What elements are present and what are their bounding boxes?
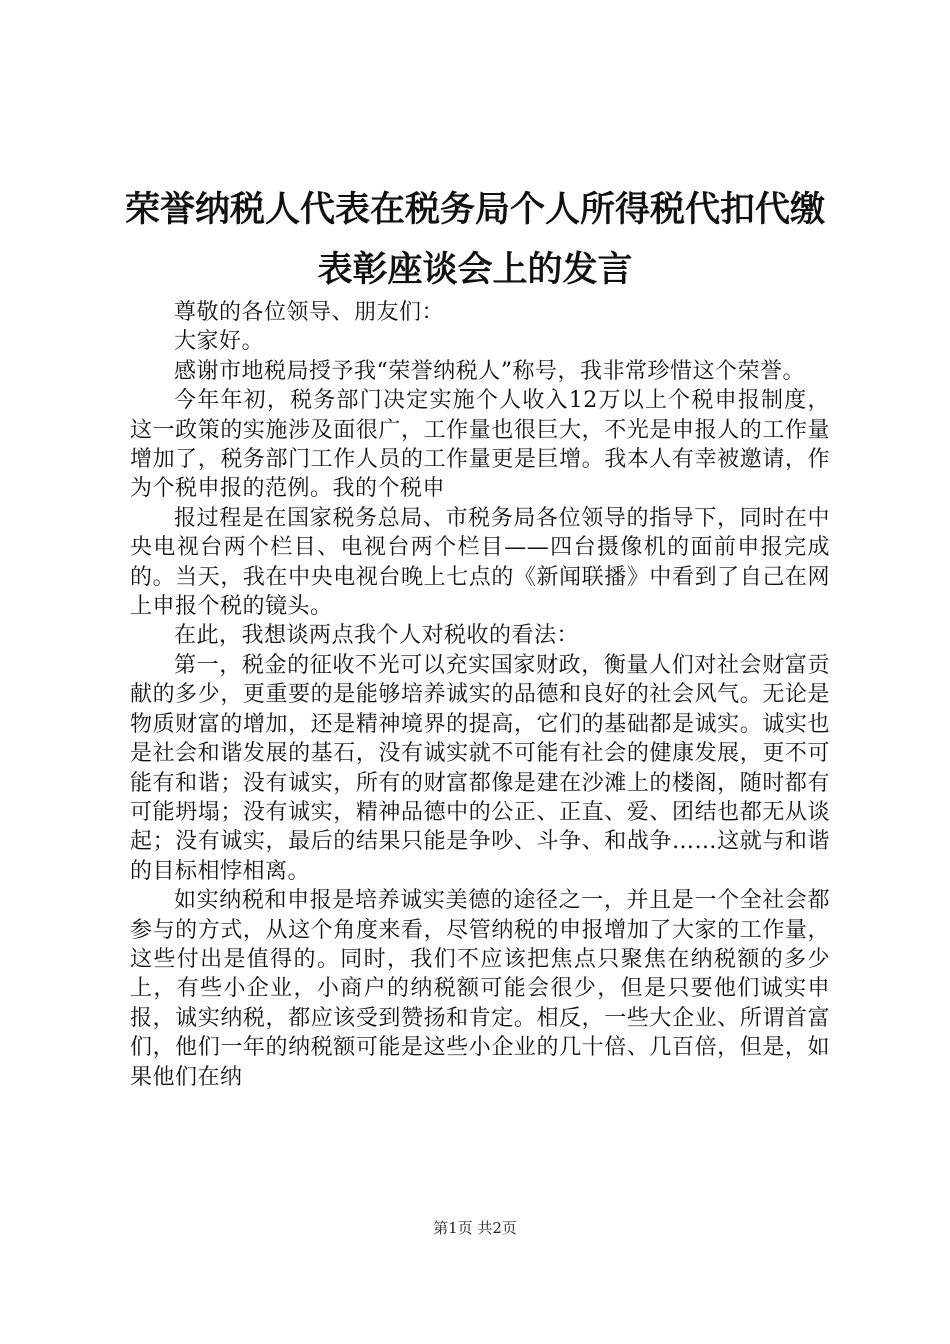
paragraph-policy: 今年年初，税务部门决定实施个人收入12万以上个税申报制度，这一政策的实施涉及面很广，工作量也很巨大，不光是申报人的工作量增加了，税务部门工作人员的工作量更是巨增。我本人有幸被邀请，作为个税申报的范例。我的个税申 (130, 388, 830, 502)
document-title-line-2: 表彰座谈会上的发言 (317, 250, 633, 290)
paragraph-greeting: 大家好。 (174, 329, 265, 355)
paragraph-point-one: 第一，税金的征收不光可以充实国家财政，衡量人们对社会财富贡献的多少，更重要的是能够培养诚实的品德和良好的社会风气。无论是物质财富的增加，还是精神境界的提高，它们的基础都是诚实。诚实也是社会和谐发展的基石，没有诚实就不可能有社会的健康发展，更不可能有和谐；没有诚实，所有的财富都像是建在沙滩上的楼阁，随时都有可能坍塌；没有诚实，精神品德中的公正、正直、爱、团结也都无从谈起；没有诚实，最后的结果只能是争吵、斗争、和战争……这就与和谐的目标相悖相离。 (130, 652, 830, 884)
paragraph-honest-tax: 如实纳税和申报是培养诚实美德的途径之一，并且是一个全社会都参与的方式，从这个角度来看，尽管纳税的申报增加了大家的工作量，这些付出是值得的。同时，我们不应该把焦点只聚焦在纳税额的多少上，有些小企业，小商户的纳税额可能会很少，但是只要他们诚实申报，诚实纳税，都应该受到赞扬和肯定。相反，一些大企业、所谓首富们，他们一年的纳税额可能是这些小企业的几十倍、几百倍，但是，如果他们在纳 (130, 888, 830, 1090)
paragraph-thanks: 感谢市地税局授予我“荣誉纳税人”称号，我非常珍惜这个荣誉。 (174, 358, 805, 384)
paragraph-views-intro: 在此，我想谈两点我个人对税收的看法： (174, 623, 580, 649)
paragraph-declaration-process: 报过程是在国家税务总局、市税务局各位领导的指导下，同时在中央电视台两个栏目、电视台两个栏目——四台摄像机的面前申报完成的。当天，我在中央电视台晚上七点的《新闻联播》中看到了自己在网上申报个税的镜头。 (130, 505, 830, 620)
document-title-line-1: 荣誉纳税人代表在税务局个人所得税代扣代缴 (124, 190, 825, 230)
paragraph-salutation: 尊敬的各位领导、朋友们： (174, 300, 445, 325)
page-number-footer: 第1页 共2页 (433, 1219, 517, 1237)
document-body (130, 298, 830, 1092)
